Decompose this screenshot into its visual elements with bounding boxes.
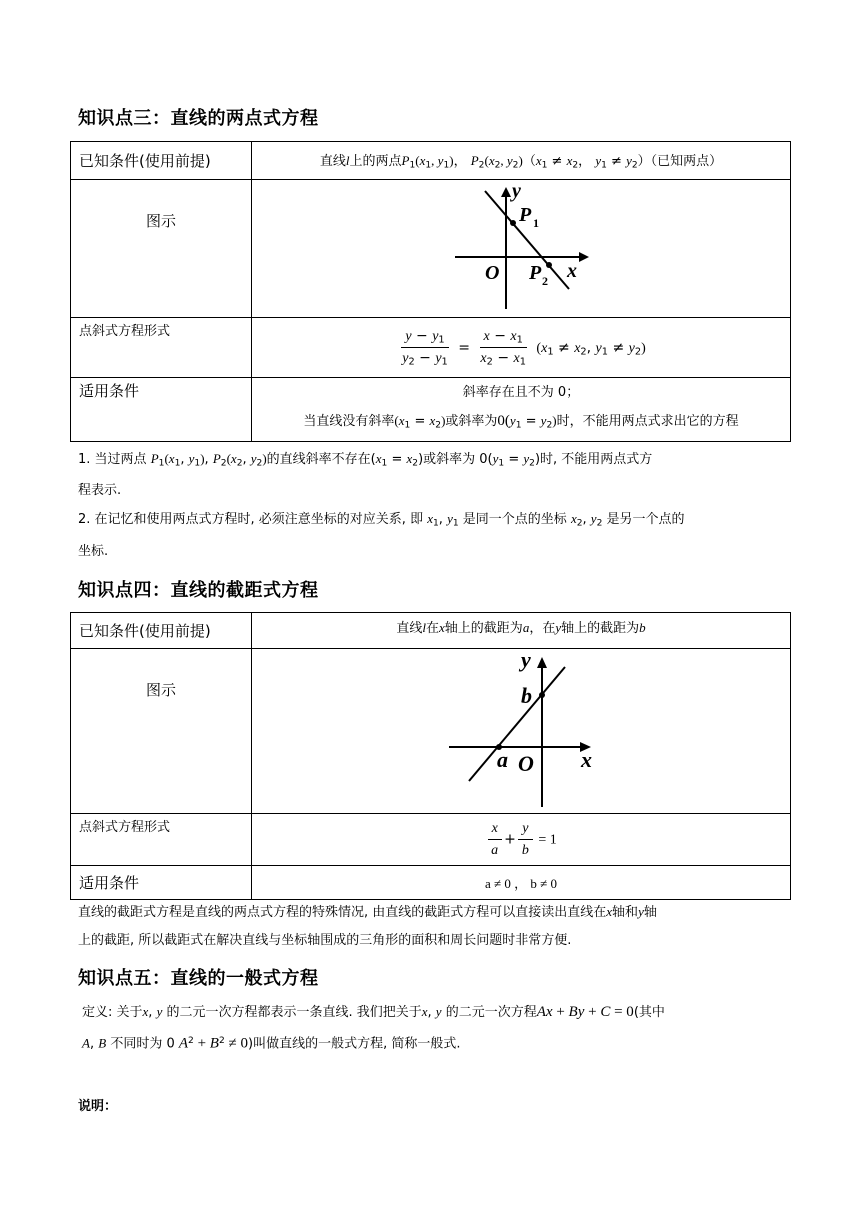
section3-figure-row (71, 180, 791, 318)
known-value: 直线l在x轴上的截距为a，在y轴上的截距为b (252, 613, 791, 649)
section4-known-row (71, 613, 791, 649)
two-point-formula: $\frac{y - y_1}{y_2 - y_1}$ = $\frac{x - x_1}{x_2 - x_1}$ ($x_1 \ne x_2$, $y_1 \ne y_2$) (252, 318, 791, 378)
point-p1 (510, 220, 516, 226)
section3-notes (78, 445, 790, 566)
p1-subscript: 1 (533, 215, 539, 230)
apply-line2: 当直线没有斜率$(x_1 = x_2)$或斜率为$0(y_1 = y_2)$时，不能用两点式求出它的方程 (303, 413, 739, 431)
definition-line1: 定义: 关于x, y 的二元一次方程都表示一条直线. 我们把关于x, y 的二元一次方程Ax + By + C = 0(其中 (82, 1004, 665, 1020)
fraction-right: $\frac{x - x_1}{x_2 - x_1}$ (480, 327, 526, 368)
apply-label: 适用条件 (71, 866, 252, 900)
explanation-label: 说明： (78, 1099, 118, 1114)
section4-note (78, 898, 790, 955)
note-line1: 直线的截距式方程是直线的两点式方程的特殊情况, 由直线的截距式方程可以直接读出直线在x轴和y轴 (78, 904, 657, 920)
section4-apply-row (71, 866, 791, 900)
line-l (469, 667, 565, 781)
form-label: 点斜式方程形式 (71, 814, 252, 866)
note-1-cont: 程表示. (78, 483, 122, 499)
point-b (539, 692, 545, 698)
figure-label: 图示 (71, 649, 252, 814)
p2-label: P (529, 261, 542, 284)
known-label: 已知条件(使用前提) (71, 613, 252, 649)
definition-line2: A, B 不同时为 0 $A^2 + B^2 \ne 0$)叫做直线的一般式方程, 简称一般式. (82, 1035, 461, 1052)
section4-heading: 知识点四：直线的截距式方程 (78, 580, 319, 601)
intercept-formula: $\frac{x}{a}$ + $\frac{y}{b}$ = 1 (252, 814, 791, 866)
section3-heading: 知识点三：直线的两点式方程 (78, 108, 319, 129)
y-arrow-icon (501, 187, 511, 197)
y-label: y (512, 184, 521, 202)
section4-form-row (71, 814, 791, 866)
y-arrow-icon (537, 657, 547, 668)
origin-label: O (485, 261, 500, 284)
figure-label: 图示 (71, 180, 252, 318)
form-label: 点斜式方程形式 (71, 318, 252, 378)
point-p2 (546, 262, 552, 268)
fraction-left: $\frac{y - y_1}{y_2 - y_1}$ (402, 327, 448, 368)
figure-cell (252, 649, 791, 814)
note-line2: 上的截距, 所以截距式在解决直线与坐标轴围成的三角形的面积和周长问题时非常方便. (78, 933, 572, 948)
fraction-y-over-b: $\frac{y}{b}$ (518, 820, 533, 859)
a-label: a (497, 747, 508, 772)
y-label: y (521, 653, 531, 672)
x-label: x (581, 747, 592, 772)
figure-cell (252, 180, 791, 318)
two-point-line-figure (441, 185, 601, 313)
section3-table (70, 141, 791, 442)
b-label: b (521, 683, 532, 708)
section3-apply-row (71, 378, 791, 442)
x-arrow-icon (579, 252, 589, 262)
section4-figure-row (71, 649, 791, 814)
intercept-line-figure (441, 653, 601, 809)
p2-subscript: 2 (542, 273, 548, 288)
apply-line1: 斜率存在且不为 0； (462, 385, 580, 401)
p1-label: P (519, 203, 532, 226)
section3-known-row (71, 142, 791, 180)
origin-label: O (518, 751, 534, 776)
section3-form-row (71, 318, 791, 378)
section5-definition (82, 998, 790, 1059)
section4-table (70, 612, 791, 900)
fraction-x-over-a: $\frac{x}{a}$ (487, 820, 502, 859)
known-value: 直线l上的两点$P_1(x_1$, $y_1$)， $P_2(x_2$, $y_2)(x_1 \ne x_2$， $y_1 \ne y_2$）（已知两点） (252, 142, 791, 180)
section5-heading: 知识点五：直线的一般式方程 (78, 968, 319, 989)
note-2-cont: 坐标. (78, 543, 109, 559)
apply-value (252, 378, 791, 442)
apply-label: 适用条件 (71, 378, 252, 442)
x-label: x (567, 259, 577, 282)
apply-value: a ≠ 0 ， b ≠ 0 (252, 866, 791, 900)
note-2: 2. 在记忆和使用两点式方程时, 必须注意坐标的对应关系, 即 $x_1$, $y_1$ 是同一个点的坐标 $x_2$, $y_2$ 是另一个点的 (78, 511, 685, 529)
known-label: 已知条件(使用前提) (71, 142, 252, 180)
note-1: 1. 当过两点 $P_1(x_1$, $y_1$), $P_2(x_2$, $y_2$)的直线斜率不存在$(x_1 = x_2)$或斜率为 $0(y_1 = y_2)$时, 不能用两点式方 (78, 451, 653, 469)
